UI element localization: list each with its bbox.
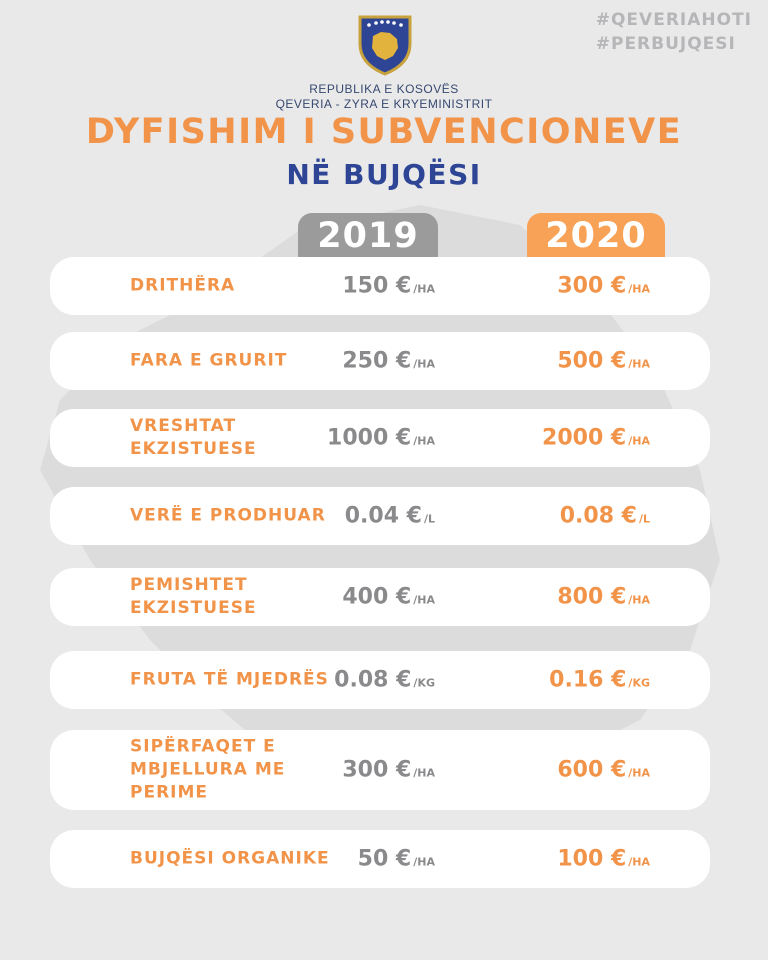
government-line-1: REPUBLIKA E KOSOVËS (309, 82, 459, 96)
value-2019: 250 € /HA (342, 348, 435, 374)
row-label: FRUTA TË MJEDRËS (130, 669, 329, 690)
value-2019: 400 € /HA (342, 584, 435, 610)
row-label: PEMISHTET EKZISTUESE (130, 575, 257, 618)
table-row (50, 651, 710, 709)
value-2019: 50 € /HA (357, 846, 435, 872)
hashtags (596, 8, 752, 56)
value-2020: 300 € /HA (557, 273, 650, 299)
kosovo-coat-of-arms-icon (357, 14, 413, 76)
value-2020: 0.08 € /L (559, 503, 650, 529)
value-2020: 0.16 € /KG (549, 667, 650, 693)
value-2019: 300 € /HA (342, 757, 435, 783)
value-2019: 150 € /HA (342, 273, 435, 299)
row-label: DRITHËRA (130, 275, 236, 296)
row-label: FARA E GRURIT (130, 350, 288, 371)
value-2020: 600 € /HA (557, 757, 650, 783)
page-title: DYFISHIM I SUBVENCIONEVE (85, 112, 683, 152)
table-row (50, 257, 710, 315)
hashtag-perbujqesi: #PERBUJQESI (595, 34, 736, 54)
row-label: VERË E PRODHUAR (130, 505, 326, 526)
table-row (50, 409, 710, 467)
row-label: BUJQËSI ORGANIKE (130, 848, 330, 869)
row-label: VRESHTAT EKZISTUESE (130, 416, 257, 459)
value-2019: 0.04 € /L (344, 503, 435, 529)
table-row (50, 332, 710, 390)
value-2019: 0.08 € /KG (334, 667, 435, 693)
government-line-2: QEVERIA - ZYRA E KRYEMINISTRIT (275, 97, 493, 111)
value-2020: 100 € /HA (557, 846, 650, 872)
value-2020: 500 € /HA (557, 348, 650, 374)
table-row (50, 730, 710, 810)
row-label: SIPËRFAQET E MBJELLURA ME PERIME (130, 736, 286, 803)
table-row (50, 487, 710, 545)
value-2019: 1000 € /HA (327, 425, 435, 451)
table-row (50, 830, 710, 888)
year-tab-2019: 2019 (298, 213, 438, 259)
value-2020: 800 € /HA (557, 584, 650, 610)
value-2020: 2000 € /HA (542, 425, 650, 451)
hashtag-qeveriahoti: #QEVERIAHOTI (595, 10, 752, 30)
page-subtitle: NË BUJQËSI (286, 158, 482, 191)
table-row (50, 568, 710, 626)
year-tab-2020: 2020 (527, 213, 665, 259)
